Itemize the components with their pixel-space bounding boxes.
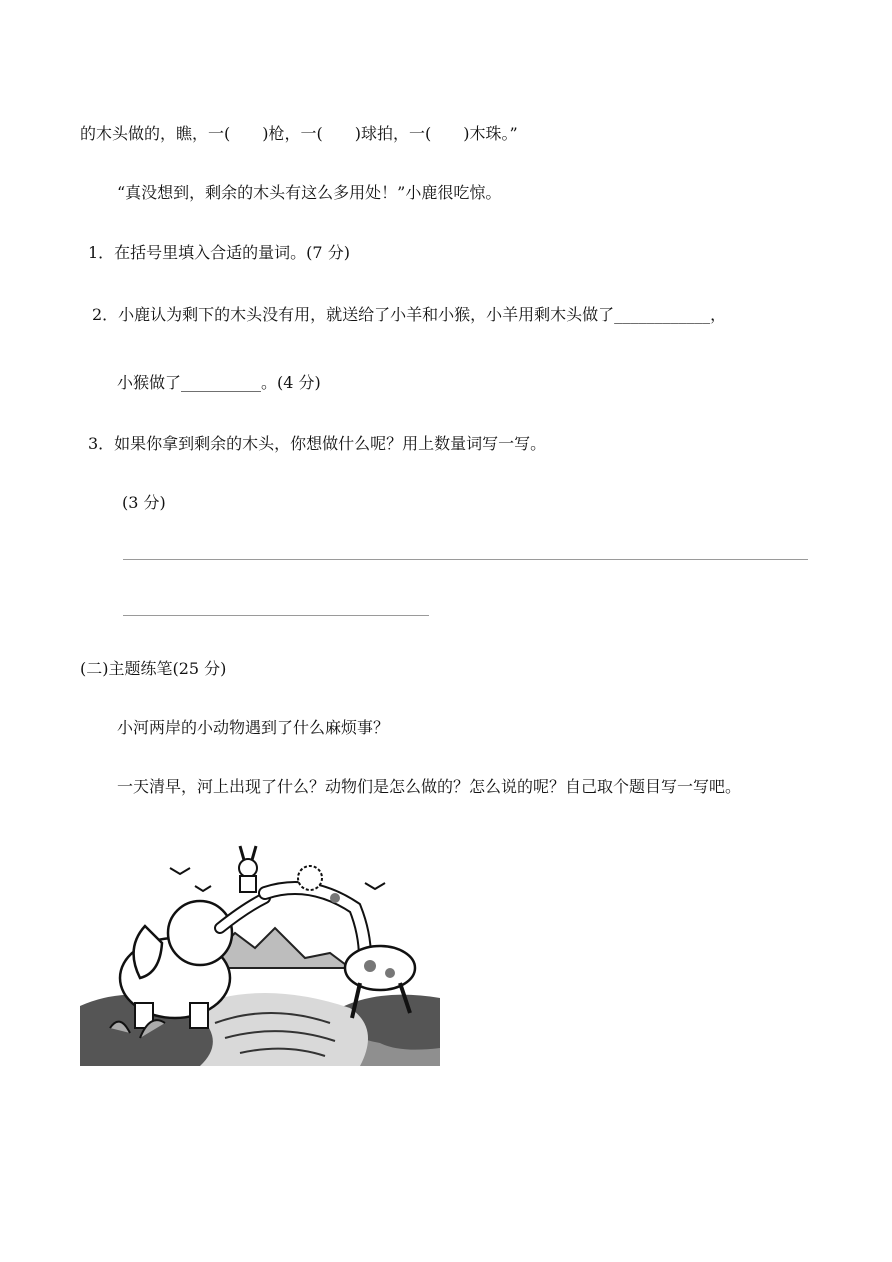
answer-line-1[interactable] <box>123 559 808 560</box>
question-1: 1．在括号里填入合适的量词。(7 分) <box>88 243 350 262</box>
writing-prompt-2: 一天清早，河上出现了什么？动物们是怎么做的？怎么说的呢？自己取个题目写一写吧。 <box>117 777 742 796</box>
question-3: 3．如果你拿到剩余的木头，你想做什么呢？用上数量词写一写。 <box>88 434 547 453</box>
elephant-giraffe-bridge-illustration <box>80 838 440 1066</box>
answer-line-2[interactable] <box>123 615 429 616</box>
writing-prompt-1: 小河两岸的小动物遇到了什么麻烦事？ <box>117 718 390 737</box>
passage-line-2: “真没想到，剩余的木头有这么多用处！”小鹿很吃惊。 <box>117 183 502 202</box>
question-2-line-1: 2．小鹿认为剩下的木头没有用，就送给了小羊和小猴，小羊用剩木头做了____________， <box>92 305 727 324</box>
question-3-score: (3 分) <box>122 493 166 512</box>
passage-line-1: 的木头做的，瞧，一( )枪，一( )球拍，一( )木珠。” <box>80 124 518 143</box>
question-2-line-2: 小猴做了__________。(4 分) <box>117 373 321 392</box>
writing-heading: (二)主题练笔(25 分) <box>80 659 227 678</box>
